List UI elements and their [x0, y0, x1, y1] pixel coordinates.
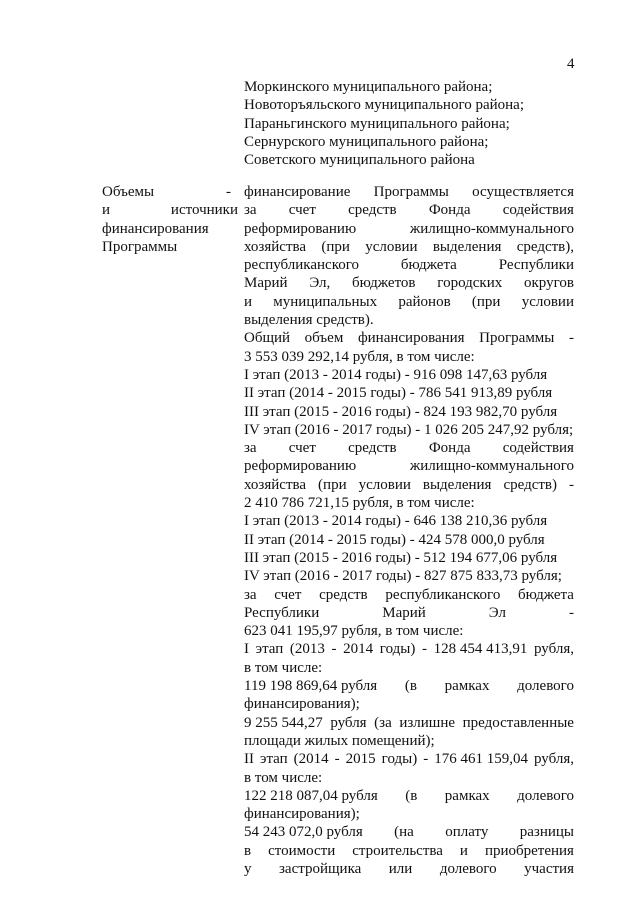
- content-line: III этап (2015 - 2016 годы) - 512 194 677,06 рубля: [244, 549, 558, 566]
- content-line: [244, 714, 574, 732]
- content-word: (2014: [293, 751, 329, 768]
- content-word: (за: [374, 714, 392, 731]
- content-line: [244, 640, 574, 658]
- content-word: строительства: [352, 842, 443, 859]
- content-word: условии: [358, 476, 411, 493]
- content-word: хозяйства: [244, 476, 307, 493]
- content-word: Фонда: [428, 202, 471, 219]
- content-line: [244, 293, 574, 311]
- content-line: IV этап (2016 - 2017 годы) - 827 875 833,73 рубля;: [244, 568, 562, 585]
- section-label-word: финансирования: [102, 220, 209, 237]
- content-word: -: [569, 476, 574, 493]
- content-line: [244, 677, 574, 695]
- content-word: финансирования: [357, 330, 465, 347]
- content-word: излишне: [399, 714, 456, 731]
- content-word: Республики: [244, 604, 320, 621]
- content-word: условии: [365, 238, 418, 255]
- content-line: III этап (2015 - 2016 годы) - 824 193 982,70 рубля: [244, 403, 558, 420]
- content-word: объем: [304, 330, 344, 347]
- content-word: -: [331, 641, 337, 658]
- content-word: рамках: [444, 787, 490, 804]
- content-word: (при: [321, 238, 350, 255]
- content-word: выделения: [432, 238, 502, 255]
- content-word: 176 461 159,04: [434, 751, 528, 768]
- section-label-line: [102, 201, 238, 219]
- content-word: средств: [348, 440, 397, 457]
- content-word: жилищно-коммунального: [409, 458, 574, 475]
- district-line: Параньгинского муниципального района;: [244, 115, 510, 132]
- content-word: счет: [288, 440, 316, 457]
- content-word: рубля: [330, 714, 367, 731]
- content-line: [244, 201, 574, 219]
- content-word: -: [423, 751, 429, 768]
- content-word: хозяйства: [244, 238, 307, 255]
- content-word: Марий: [244, 275, 288, 292]
- content-word: разницы: [519, 824, 574, 841]
- content-word: бюджетов: [352, 275, 416, 292]
- content-word: за: [244, 440, 257, 457]
- section-label-word: Программы: [102, 238, 178, 255]
- content-word: I: [244, 641, 249, 658]
- content-line: 3 553 039 292,14 рубля, в том числе:: [244, 348, 475, 365]
- content-line: I этап (2013 - 2014 годы) - 646 138 210,36 рубля: [244, 513, 548, 530]
- content-word: бюджета: [518, 586, 574, 603]
- content-word: содействия: [502, 440, 574, 457]
- content-line: площади жилых помещений);: [244, 732, 435, 749]
- content-word: долевого: [439, 860, 497, 877]
- content-line: [244, 842, 574, 860]
- content-word: -: [421, 641, 427, 658]
- content-word: (в: [404, 678, 417, 695]
- section-label-line: [102, 220, 238, 238]
- content-word: бюджета: [400, 257, 457, 274]
- content-line: [244, 439, 574, 457]
- content-word: участия: [524, 860, 574, 877]
- content-word: средств): [503, 476, 557, 493]
- content-line: II этап (2014 - 2015 годы) - 786 541 913,89 рубля: [244, 385, 553, 402]
- section-label-line: [102, 238, 238, 256]
- page-number: 4: [567, 56, 575, 72]
- district-line: Сернурского муниципального района;: [244, 133, 489, 150]
- content-word: 2015: [345, 751, 376, 768]
- content-word: застройщика: [278, 860, 362, 877]
- content-word: округов: [524, 275, 574, 292]
- content-line: [244, 787, 574, 805]
- content-word: Марий: [382, 604, 426, 621]
- content-line: 623 041 195,97 рубля, в том числе:: [244, 623, 464, 640]
- content-word: в: [244, 842, 252, 859]
- content-word: Эл: [488, 604, 506, 621]
- content-word: счет: [288, 202, 316, 219]
- content-word: годы): [379, 641, 416, 658]
- content-word: республиканского: [244, 257, 359, 274]
- section-label-word: и: [102, 202, 111, 219]
- content-line: [244, 586, 574, 604]
- content-word: или: [388, 860, 413, 877]
- content-line: [244, 823, 574, 841]
- content-word: (при: [471, 293, 501, 310]
- content-word: содействия: [502, 202, 574, 219]
- content-line: 2 410 786 721,15 рубля, в том числе:: [244, 495, 475, 512]
- content-line: выделения средств).: [244, 312, 374, 329]
- content-word: Фонда: [428, 440, 471, 457]
- section-label-line: [102, 183, 238, 201]
- content-word: стоимости: [268, 842, 336, 859]
- content-line: [244, 256, 574, 274]
- content-word: финансирование: [244, 184, 351, 200]
- content-word: реформированию: [244, 220, 357, 237]
- content-word: (при: [318, 476, 347, 493]
- content-word: Программы: [373, 184, 449, 200]
- content-word: за: [244, 586, 257, 603]
- content-word: осуществляется: [472, 184, 574, 200]
- content-word: Программы: [479, 330, 555, 347]
- content-word: 119 198 869,64 рубля: [244, 678, 378, 695]
- content-line: [244, 750, 574, 768]
- content-line: [244, 457, 574, 475]
- content-line: IV этап (2016 - 2017 годы) - 1 026 205 247,92 рубля;: [244, 421, 574, 438]
- content-word: районов: [398, 293, 451, 310]
- content-line: [244, 183, 574, 201]
- content-word: реформированию: [244, 458, 357, 475]
- content-word: и: [244, 293, 253, 310]
- content-line: в том числе:: [244, 659, 323, 676]
- content-word: (на: [394, 824, 414, 841]
- content-word: 54 243 072,0 рубля: [244, 824, 363, 841]
- content-word: республиканского: [385, 586, 501, 603]
- district-line: Советского муниципального района: [244, 152, 475, 169]
- content-word: рубля,: [533, 751, 574, 768]
- content-word: (2013: [289, 641, 325, 658]
- content-word: (в: [405, 787, 418, 804]
- section-label-word: Объемы: [102, 184, 155, 200]
- content-word: Эл,: [309, 275, 331, 292]
- content-word: -: [568, 604, 574, 621]
- content-word: у: [244, 860, 252, 877]
- content-line: [244, 476, 574, 494]
- district-list: [244, 78, 524, 169]
- content-line: [244, 238, 574, 256]
- content-word: рамках: [444, 678, 490, 695]
- content-word: средств: [348, 202, 397, 219]
- content-word: приобретения: [484, 842, 574, 859]
- content-word: за: [244, 202, 257, 219]
- content-word: долевого: [517, 787, 574, 804]
- content-word: Республики: [498, 257, 574, 274]
- content-word: предоставленные: [462, 714, 574, 731]
- content-line: в том числе:: [244, 769, 323, 786]
- content-line: [244, 329, 574, 347]
- content-word: 122 218 087,04 рубля: [244, 787, 378, 804]
- content-word: и: [459, 842, 468, 859]
- content-word: средств: [319, 586, 368, 603]
- content-word: оплату: [445, 824, 489, 841]
- content-word: счет: [274, 586, 302, 603]
- content-word: 128 454 413,91: [433, 641, 528, 658]
- content-line: I этап (2013 - 2014 годы) - 916 098 147,63 рубля: [244, 366, 548, 383]
- section-dash: -: [226, 184, 231, 200]
- content-word: 2014: [343, 641, 374, 658]
- content-word: -: [334, 751, 340, 768]
- content-line: [244, 274, 574, 292]
- content-word: выделения: [422, 476, 492, 493]
- content-word: Общий: [244, 330, 291, 347]
- content-word: жилищно-коммунального: [409, 220, 574, 237]
- content-line: финансирования);: [244, 806, 360, 823]
- content-line: финансирования);: [244, 696, 360, 713]
- financing-details: [244, 183, 574, 878]
- content-word: рубля,: [533, 641, 574, 658]
- content-line: [244, 220, 574, 238]
- content-word: II: [244, 751, 254, 768]
- content-word: городских: [437, 275, 503, 292]
- content-line: [244, 604, 574, 622]
- content-line: II этап (2014 - 2015 годы) - 424 578 000,0 рубля: [244, 531, 545, 548]
- content-word: этап: [260, 751, 288, 768]
- section-label-word: источники: [170, 202, 238, 219]
- content-word: средств),: [516, 238, 574, 255]
- content-line: [244, 860, 574, 878]
- content-word: годы): [381, 751, 418, 768]
- content-word: долевого: [517, 678, 574, 695]
- content-word: 9 255 544,27: [244, 714, 323, 731]
- section-label: [102, 183, 238, 256]
- content-word: условии: [521, 293, 574, 310]
- district-line: Новоторъяльского муниципального района;: [244, 97, 525, 114]
- content-word: муниципальных: [273, 293, 378, 310]
- content-word: -: [568, 330, 574, 347]
- district-line: Моркинского муниципального района;: [244, 79, 493, 95]
- content-word: этап: [255, 641, 284, 658]
